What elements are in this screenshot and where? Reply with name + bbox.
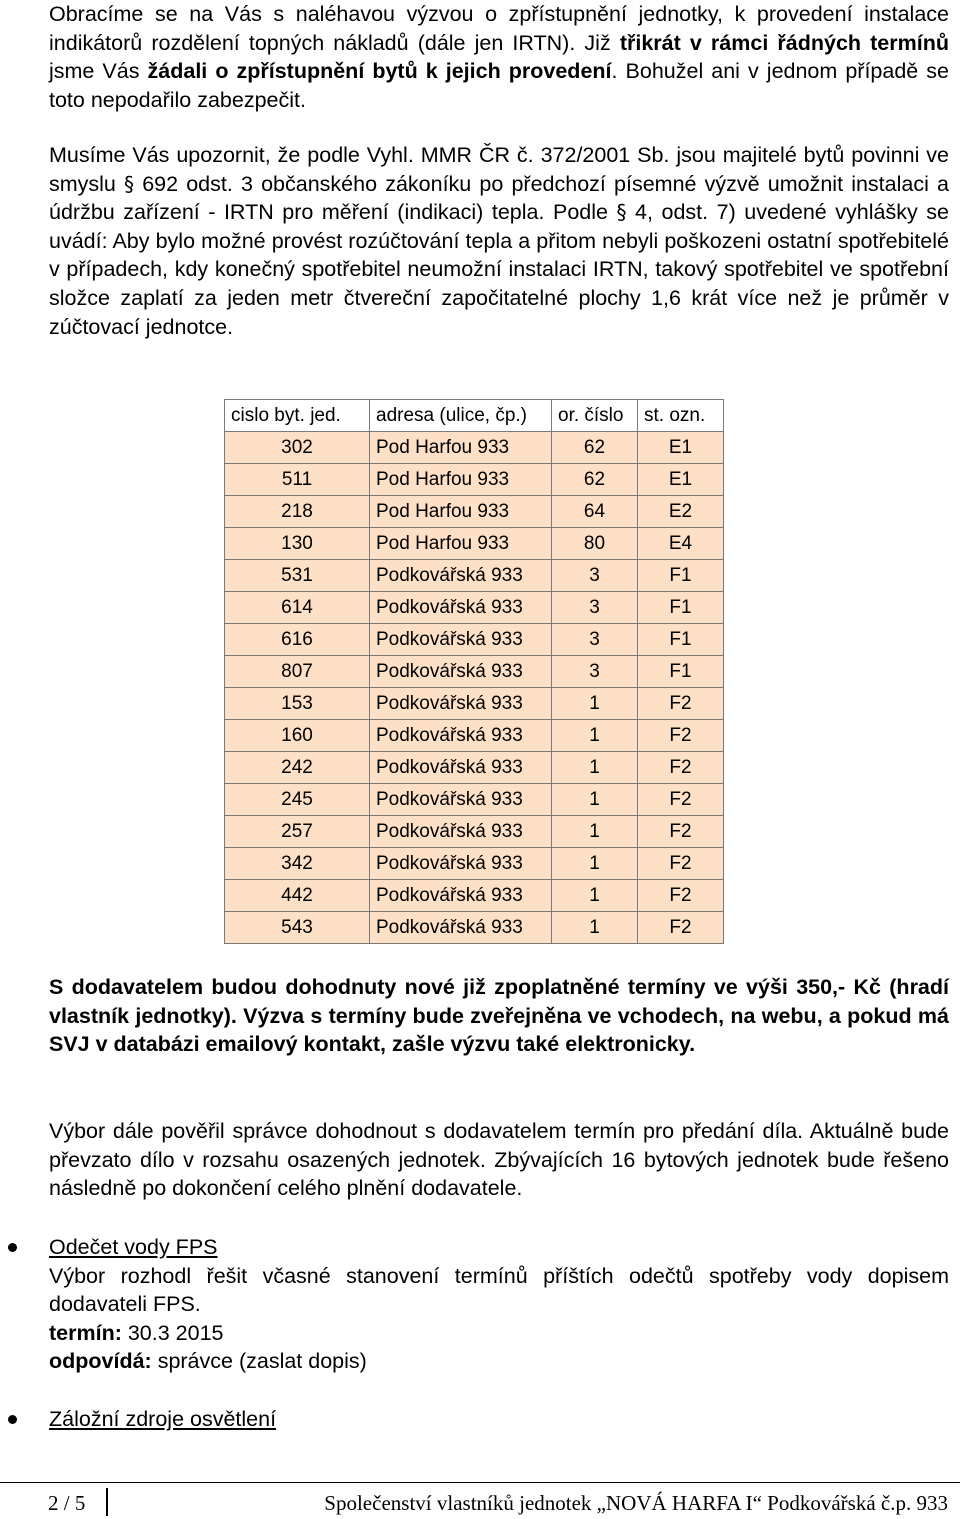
cell-orientation-number: 1	[552, 720, 638, 752]
bold-text-run: třikrát v rámci řádných termínů	[619, 30, 949, 55]
cell-address: Podkovářská 933	[370, 688, 552, 720]
table-row	[225, 720, 724, 752]
cell-unit-number: 302	[225, 432, 370, 464]
cell-address: Podkovářská 933	[370, 624, 552, 656]
cell-orientation-number: 1	[552, 816, 638, 848]
header-riser-mark: st. ozn.	[638, 400, 724, 432]
cell-unit-number: 442	[225, 880, 370, 912]
cell-orientation-number: 3	[552, 624, 638, 656]
responsible-label: odpovídá:	[49, 1349, 152, 1374]
bullet-body: Výbor rozhodl řešit včasné stanovení termínů příštích odečtů spotřeby vody dopisem dodavateli FPS.	[49, 1263, 949, 1317]
cell-riser-mark: F1	[638, 624, 724, 656]
table-row	[225, 496, 724, 528]
cell-address: Podkovářská 933	[370, 560, 552, 592]
cell-unit-number: 242	[225, 752, 370, 784]
cell-riser-mark: F1	[638, 592, 724, 624]
paragraph-new-terms: S dodavatelem budou dohodnuty nové již zpoplatněné termíny ve výši 350,- Kč (hradí vlastník jednotky). Výzva s termíny bude zveřejněna ve vchodech, na webu, a pokud má SVJ v databázi emailový kontakt, zašle výzvu také elektronicky.	[49, 975, 949, 1057]
cell-orientation-number: 80	[552, 528, 638, 560]
cell-address: Podkovářská 933	[370, 784, 552, 816]
cell-unit-number: 614	[225, 592, 370, 624]
cell-orientation-number: 1	[552, 784, 638, 816]
cell-riser-mark: F2	[638, 912, 724, 944]
cell-unit-number: 511	[225, 464, 370, 496]
cell-unit-number: 807	[225, 656, 370, 688]
cell-unit-number: 130	[225, 528, 370, 560]
cell-orientation-number: 3	[552, 592, 638, 624]
text-run: Musíme Vás upozornit, že podle Vyhl. MMR ČR č. 372/2001 Sb. jsou majitelé bytů povinni ve smyslu	[49, 143, 949, 196]
paragraph-legal-notice	[49, 141, 949, 341]
cell-address: Podkovářská 933	[370, 592, 552, 624]
cell-orientation-number: 62	[552, 432, 638, 464]
text-run: . Bohužel ani v jednom případě se toto nepodařilo zabezpečit.	[49, 59, 950, 112]
table-row	[225, 784, 724, 816]
units-table	[224, 399, 724, 944]
organization-name: Společenství vlastníků jednotek „NOVÁ HARFA I“ Podkovářská č.p. 933	[324, 1491, 948, 1515]
cell-unit-number: 245	[225, 784, 370, 816]
responsible-line	[49, 1347, 949, 1376]
cell-unit-number: 218	[225, 496, 370, 528]
table-row	[225, 848, 724, 880]
cell-unit-number: 616	[225, 624, 370, 656]
cell-address: Pod Harfou 933	[370, 496, 552, 528]
cell-address: Podkovářská 933	[370, 912, 552, 944]
cell-orientation-number: 62	[552, 464, 638, 496]
cell-orientation-number: 1	[552, 880, 638, 912]
cell-unit-number: 257	[225, 816, 370, 848]
paragraph-irtn-request	[49, 0, 949, 114]
header-unit-number: cislo byt. jed.	[225, 400, 370, 432]
cell-address: Pod Harfou 933	[370, 528, 552, 560]
table-row	[225, 464, 724, 496]
cell-riser-mark: F2	[638, 848, 724, 880]
bullet-icon	[8, 1415, 17, 1424]
cell-address: Pod Harfou 933	[370, 432, 552, 464]
footer-divider	[0, 1482, 960, 1483]
cell-orientation-number: 3	[552, 560, 638, 592]
deadline-label: termín:	[49, 1320, 122, 1345]
cell-orientation-number: 1	[552, 752, 638, 784]
table-header-row	[225, 400, 724, 432]
table-row	[225, 432, 724, 464]
cell-orientation-number: 1	[552, 688, 638, 720]
table-row	[225, 624, 724, 656]
table-row	[225, 688, 724, 720]
section-sign: §	[616, 200, 627, 225]
cell-address: Podkovářská 933	[370, 752, 552, 784]
bullet-title: Záložní zdroje osvětlení	[49, 1407, 277, 1431]
cell-address: Pod Harfou 933	[370, 464, 552, 496]
footer-separator	[106, 1488, 108, 1516]
text-run: 692 odst. 3 občanského zákoníku po předchozí písemné výzvě umožnit instalaci a údržbu zařízení - IRTN pro měření (indikaci) tepla. Podle	[49, 171, 949, 225]
cell-unit-number: 543	[225, 912, 370, 944]
header-orientation-number: or. číslo	[552, 400, 638, 432]
cell-address: Podkovářská 933	[370, 816, 552, 848]
cell-unit-number: 153	[225, 688, 370, 720]
deadline-line	[49, 1319, 949, 1348]
cell-riser-mark: F2	[638, 784, 724, 816]
cell-riser-mark: E4	[638, 528, 724, 560]
table-row	[225, 880, 724, 912]
section-sign: §	[124, 171, 135, 196]
table-row	[225, 656, 724, 688]
deadline-value: 30.3 2015	[121, 1320, 224, 1345]
responsible-value: správce (zaslat dopis)	[151, 1349, 367, 1374]
table-row	[225, 912, 724, 944]
text-run: 4, odst. 7) uvedené vyhlášky se uvádí: Aby bylo možné provést rozúčtování tepla a přitom nebyli poškozeni ostatní spotřebitelé v případech, kdy konečný spotřebitel neumožní instalaci IRTN, takový spotřebitel ve spotřební složce zaplatí za jeden metr čtvereční započitatelné plochy 1,6 krát více než je průměr v zúčtovací jednotce.	[49, 200, 949, 339]
table-row	[225, 560, 724, 592]
header-address: adresa (ulice, čp.)	[370, 400, 552, 432]
table-row	[225, 592, 724, 624]
cell-riser-mark: F2	[638, 816, 724, 848]
cell-orientation-number: 3	[552, 656, 638, 688]
cell-riser-mark: F2	[638, 752, 724, 784]
cell-address: Podkovářská 933	[370, 656, 552, 688]
cell-riser-mark: E2	[638, 496, 724, 528]
bullet-icon	[8, 1243, 17, 1252]
cell-orientation-number: 1	[552, 848, 638, 880]
cell-riser-mark: E1	[638, 464, 724, 496]
text-run: jsme Vás	[49, 59, 148, 84]
cell-riser-mark: F2	[638, 720, 724, 752]
cell-orientation-number: 64	[552, 496, 638, 528]
bullet-title: Odečet vody FPS	[49, 1235, 218, 1259]
cell-riser-mark: E1	[638, 432, 724, 464]
cell-riser-mark: F1	[638, 656, 724, 688]
cell-unit-number: 342	[225, 848, 370, 880]
paragraph-committee-handover: Výbor dále pověřil správce dohodnout s dodavatelem termín pro předání díla. Aktuálně bude převzato dílo v rozsahu osazených jednotek. Zbývajících 16 bytových jednotek bude řešeno následně po dokončení celého plnění dodavatele.	[49, 1119, 949, 1201]
cell-riser-mark: F2	[638, 880, 724, 912]
cell-riser-mark: F1	[638, 560, 724, 592]
bold-text-run: žádali o zpřístupnění bytů k jejich provedení	[147, 59, 612, 84]
cell-orientation-number: 1	[552, 912, 638, 944]
cell-address: Podkovářská 933	[370, 720, 552, 752]
page-number: 2 / 5	[48, 1491, 86, 1515]
text-run: Obracíme se na Vás s naléhavou výzvou o zpřístupnění jednotky, k provedení instalace indikátorů rozdělení topných nákladů (dále jen IRTN). Již	[49, 2, 949, 55]
cell-address: Podkovářská 933	[370, 880, 552, 912]
bullet-content	[49, 1405, 949, 1434]
table-row	[225, 528, 724, 560]
cell-riser-mark: F2	[638, 688, 724, 720]
page-footer	[0, 1488, 960, 1518]
cell-address: Podkovářská 933	[370, 848, 552, 880]
cell-unit-number: 160	[225, 720, 370, 752]
cell-unit-number: 531	[225, 560, 370, 592]
bullet-content	[49, 1233, 949, 1376]
table-row	[225, 752, 724, 784]
table-row	[225, 816, 724, 848]
